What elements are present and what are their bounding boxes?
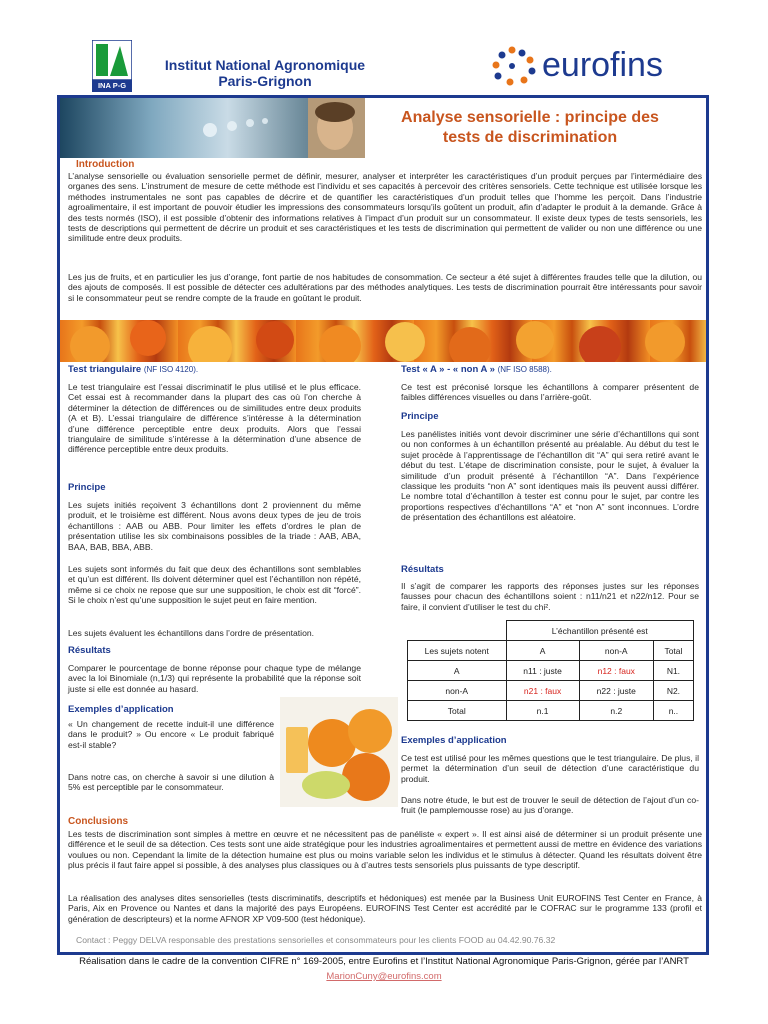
- triangular-exemples-paragraph-2: Dans notre cas, on cherche à savoir si une dilution à 5% est perceptible par le consommateur.: [68, 772, 274, 793]
- table-col-a: A: [506, 641, 579, 661]
- table-cell: N1.: [653, 661, 693, 681]
- conclusions-paragraph-1: Les tests de discrimination sont simples à mettre en œuvre et ne nécessitent pas de panéliste « expert ». Il est ainsi aisé de déterminer si un produit présente une différence et le seuil de sa détection. Ces tests sont une aide stratégique pour les industries agroalimentaires et permettent aussi de mettre en évidence des variations voulues ou non. Cependant la limite de la détection humaine est plus ou moins variable selon les individus et le stimulus à détecter. Quand les résultats doivent être plus précis il faut faire appel si possible, à des analyses plus classiques ou à d’autres tests sensoriels plus puissants de type descriptif.: [68, 829, 702, 871]
- institute-name: [140, 57, 390, 89]
- triangular-exemples-paragraph-1: « Un changement de recette induit-il une différence dans le produit? » Ou encore « Le produit fabriqué est-il stable?: [68, 719, 274, 750]
- ina-pg-logo-label: INA P-G: [97, 81, 127, 90]
- a-non-a-principe-heading: Principe: [401, 411, 439, 422]
- table-row: [408, 681, 694, 701]
- triangular-resultats-paragraph: Comparer le pourcentage de bonne réponse pour chaque type de mélange avec la loi Binomiale (n,1/3) qui représente la probabilité que la réponse soit juste si elle est donnée au hasard.: [68, 663, 361, 694]
- triangular-principe-heading: Principe: [68, 482, 106, 493]
- table-cell: n12 : faux: [579, 661, 653, 681]
- a-non-a-resultats-heading: Résultats: [401, 564, 444, 575]
- fruit-photo-strip: [60, 320, 706, 362]
- a-non-a-test-intro: Ce test est préconisé lorsque les échantillons à comparer présentent de faibles différences visuelles ou dans l’arrière-goût.: [401, 382, 699, 403]
- eurofins-wordmark: eurofins: [542, 46, 663, 84]
- triangular-principe-paragraph-2: Les sujets sont informés du fait que deux des échantillons sont semblables et qu’un est différent. Ils doivent déterminer quel est l’échantillon non répété, même si ce choix ne repose que sur une supposition, le choix est dit “forcé”. Si le choix n’est qu’une supposition le sujet peut en faire mention.: [68, 564, 361, 606]
- triangular-test-title: [68, 364, 388, 375]
- results-table: [407, 620, 694, 721]
- conclusions-heading: Conclusions: [68, 816, 129, 827]
- contact-line: Contact : Peggy DELVA responsable des prestations sensorielles et consommateurs pour les clients FOOD au 04.42.90.76.32: [76, 935, 556, 945]
- table-cell: A: [408, 661, 507, 681]
- banner-photo: [60, 98, 365, 158]
- oranges-photo: [280, 697, 398, 807]
- a-non-a-test-name: Test « A » - « non A »: [401, 364, 495, 375]
- table-row: [408, 621, 694, 641]
- introduction-heading: Introduction: [76, 159, 135, 170]
- conclusions-paragraph-2: La réalisation des analyses dites sensorielles (tests discriminatifs, descriptifs et hédoniques) est menée par la Business Unit EUROFINS Test Center en France, à Paris, Aix en Provence ou Nantes et dans la majorité des pays Européens. EUROFINS Test Center est accrédité par le COFRAC sur le programme 133 (profil et génération de descripteurs) et la norme AFNOR XP V09-500 (test hédonique).: [68, 893, 702, 924]
- triangular-test-intro: Le test triangulaire est l’essai discriminatif le plus utilisé et le plus efficace. Cet essai est à recommander dans la plupart des cas où l’on cherche à déterminer la détection de différences ou de similitudes entre deux produits (A et B). L’essai triangulaire de différence s’intéresse à la détermination d’une différence perceptible entre deux produits. Alors que l’essai triangulaire de similitude s’intéresse à la détermination d’une absence de différence perceptible entre deux produits.: [68, 382, 361, 455]
- table-row: [408, 701, 694, 721]
- a-non-a-resultats-paragraph: Il s’agit de comparer les rapports des réponses justes sur les réponses fausses pour chacun des échantillons soient : n11/n21 et n22/n12. Pour se faire, il convient d’utiliser le test du chi².: [401, 581, 699, 612]
- introduction-paragraph-2: Les jus de fruits, et en particulier les jus d’orange, font partie de nos habitudes de consommation. Ce secteur a été sujet à différentes fraudes telle que la dilution, ou des ajouts de composés. Il est possible de détecter ces adultérations par des méthodes analytiques. Les tests de discrimination pourrait être intéressants pour savoir si le consommateur peut se rendre compte de la fraude en goûtant le produit.: [68, 272, 702, 303]
- triangular-test-name: Test triangulaire: [68, 364, 142, 375]
- institute-name-line2: Paris-Grignon: [218, 73, 312, 89]
- a-non-a-exemples-paragraph-1: Ce test est utilisé pour les mêmes questions que le test triangulaire. De plus, il permet la détermination d’un seuil de détection d’une caractéristique du produit.: [401, 753, 699, 784]
- table-cell: n.2: [579, 701, 653, 721]
- triangular-resultats-heading: Résultats: [68, 645, 111, 656]
- table-cell: n.1: [506, 701, 579, 721]
- table-row: [408, 661, 694, 681]
- poster-title: [380, 108, 680, 148]
- poster-title-line2: tests de discrimination: [442, 129, 618, 146]
- table-col-total: Total: [653, 641, 693, 661]
- table-cell: Total: [408, 701, 507, 721]
- table-row: [408, 641, 694, 661]
- table-cell: N2.: [653, 681, 693, 701]
- table-header-span: L’échantillon présenté est: [506, 621, 694, 641]
- table-cell-empty: [408, 621, 507, 641]
- triangular-principe-paragraph-1: Les sujets initiés reçoivent 3 échantillons dont 2 proviennent du même produit, et le troisième est différent. Nous avons deux types de jeu de trois échantillons : AAB ou ABB. Pour limiter les effets d’ordres le plan de présentation utilise les six combinaisons possibles de la triade : AAB, ABA, BAA, BAB, BBA, ABB.: [68, 500, 361, 552]
- table-row-head: Les sujets notent: [408, 641, 507, 661]
- poster-title-line1: Analyse sensorielle : principe des: [401, 109, 659, 126]
- table-cell: n22 : juste: [579, 681, 653, 701]
- introduction-paragraph-1: L’analyse sensorielle ou évaluation sensorielle permet de définir, mesurer, analyser et interpréter les caractéristiques d’un produit perçues par l’intermédiaire des organes des sens. L’instrument de mesure de cette méthode est l’individu et ses capacités à percevoir des critères sensoriels. Cette technique est utilisée lorsque les méthodes instrumentales ne sont pas capables de décrire et de quantifier les caractéristiques d’un produit telles que l’homme les perçoit. Dans l’industrie agroalimentaire, il est important de pouvoir étudier les impressions des consommateurs lorsqu’ils goûtent un produit, afin d’adapter le produit à la demande. Grâce à des tests normés (ISO), il est possible d’obtenir des informations relatives à l’impact d’un produit sur un consommateur. Il existe deux types de tests sensoriels, les tests de descriptions qui permettent de décrire un produit et ses caractéristiques et les tests de discrimination qui permettent de valider ou non une différence ou une similitude entre deux produits.: [68, 171, 702, 244]
- a-non-a-exemples-paragraph-2: Dans notre étude, le but est de trouver le seuil de détection de l’ajout d’un co-fruit (le pamplemousse rose) au jus d’orange.: [401, 795, 699, 816]
- ina-pg-logo: [92, 40, 132, 92]
- eurofins-logo: [490, 44, 700, 88]
- table-cell: non-A: [408, 681, 507, 701]
- table-cell: n21 : faux: [506, 681, 579, 701]
- institute-name-line1: Institut National Agronomique: [164, 57, 366, 73]
- a-non-a-exemples-heading: Exemples d’application: [401, 735, 507, 746]
- triangular-principe-paragraph-3: Les sujets évaluent les échantillons dans l’ordre de présentation.: [68, 628, 315, 638]
- table-col-non-a: non-A: [579, 641, 653, 661]
- triangular-exemples-heading: Exemples d’application: [68, 704, 174, 715]
- a-non-a-test-title: [401, 364, 706, 375]
- a-non-a-principe-paragraph: Les panélistes initiés vont devoir discriminer une série d’échantillons qui sont ou non conformes à un échantillon présenté au préalable. Au début du test le sujet procède à l’apprentissage de l’échantillon dit “A” qui sera retiré avant le début du test. L’étape de discrimination consiste, pour le sujet, à évaluer la similitude d’un produit présenté à l’échantillon “A”. Dans l’expérience classique les produits “non A” sont identiques mais ils peuvent aussi différer. Le nombre total d’échantillon à tester est connu pour le sujet, par contre les proportions respectives d’échantillons “A” et “non A” sont inconnues. L’ordre de présentation des échantillons est aléatoire.: [401, 429, 699, 523]
- footer-note: Réalisation dans le cadre de la convention CIFRE n° 169-2005, entre Eurofins et l’Institut National Agronomique Paris-Grignon, gérée par l’ANRT: [79, 956, 689, 967]
- table-cell: n11 : juste: [506, 661, 579, 681]
- contact-email-link[interactable]: MarionCuny@eurofins.com: [326, 971, 442, 982]
- table-cell: n..: [653, 701, 693, 721]
- triangular-test-norm: (NF ISO 4120).: [143, 365, 199, 374]
- a-non-a-test-norm: (NF ISO 8588).: [497, 365, 552, 374]
